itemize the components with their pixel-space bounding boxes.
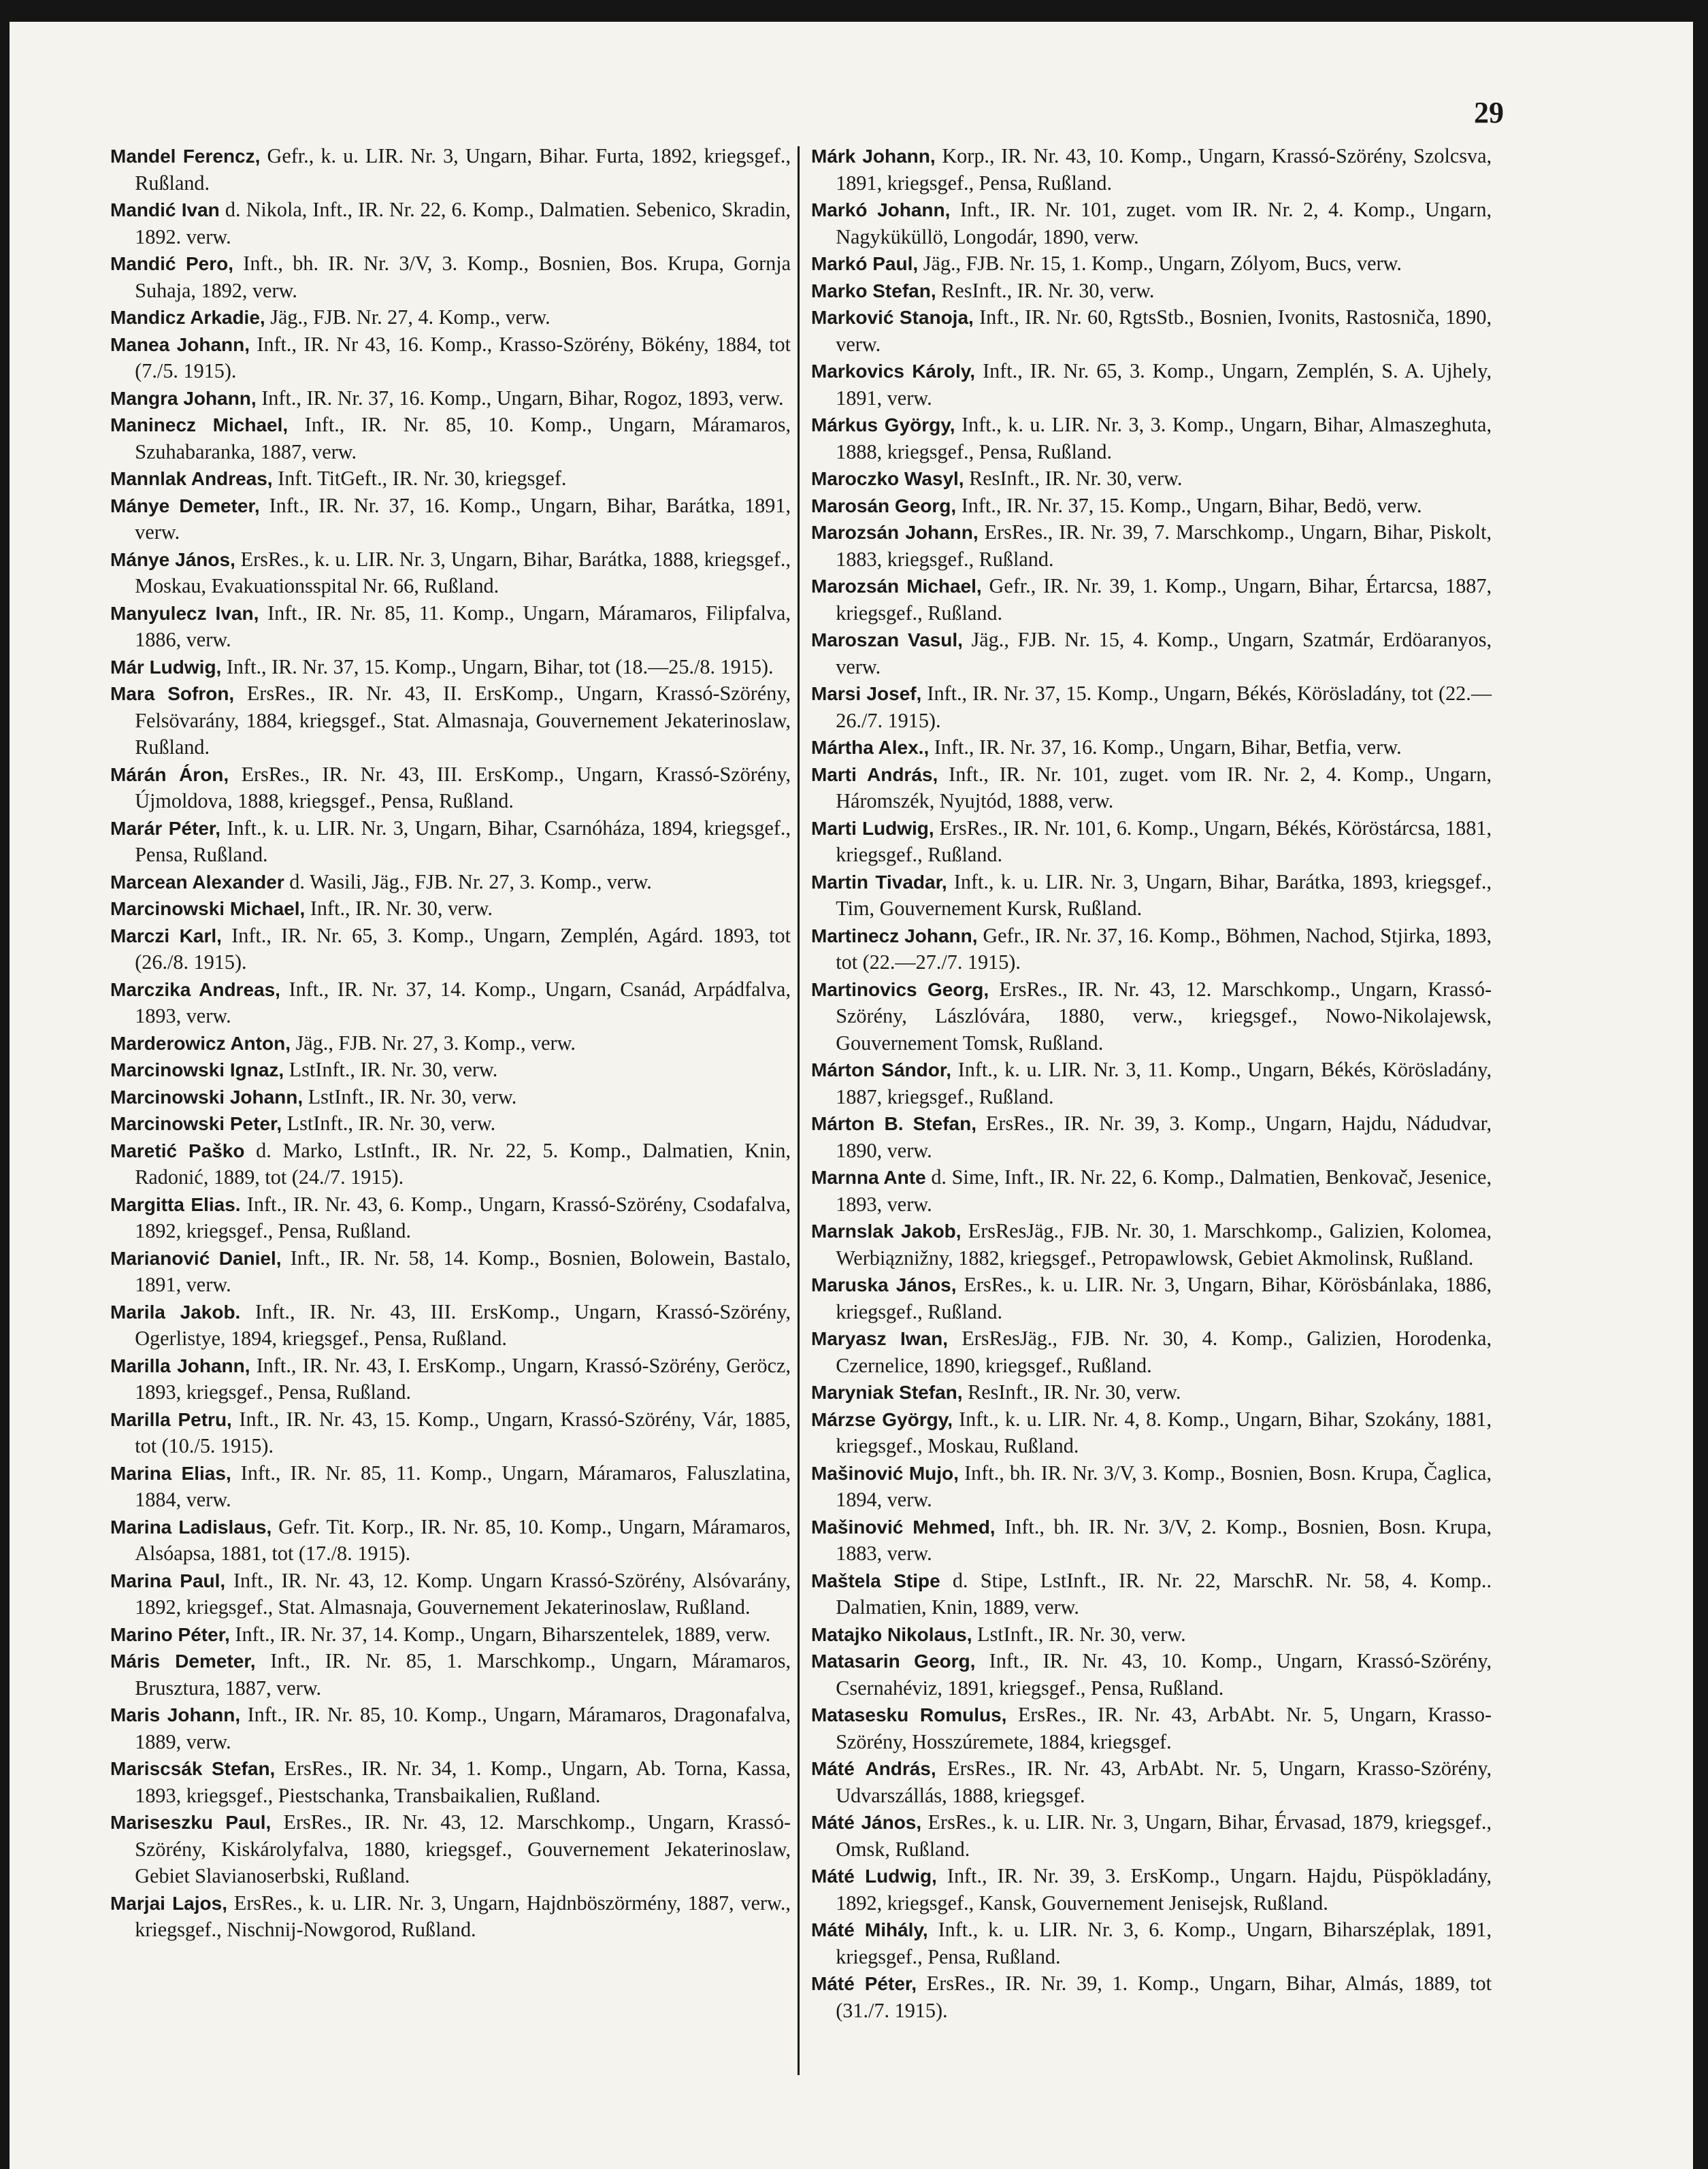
entry-name: Markó Paul, bbox=[811, 253, 919, 274]
entry-details: Jäg., FJB. Nr. 27, 4. Komp., verw. bbox=[270, 305, 551, 329]
register-entry bbox=[811, 869, 1492, 923]
register-entry bbox=[110, 815, 791, 869]
register-entry bbox=[110, 1191, 791, 1245]
entry-name: Márk Johann, bbox=[811, 146, 936, 167]
register-entry bbox=[811, 412, 1492, 465]
entry-name: Marczika Andreas, bbox=[110, 978, 280, 1000]
entry-name: Mártha Alex., bbox=[811, 737, 930, 758]
entry-details: Inft., IR. Nr. 37, 16. Komp., Ungarn, Bihar, Rogoz, 1893, verw. bbox=[261, 386, 784, 410]
register-entry bbox=[110, 600, 791, 654]
register-entry bbox=[110, 385, 791, 412]
right-column bbox=[811, 143, 1492, 2024]
register-entry bbox=[110, 869, 791, 896]
register-entry bbox=[811, 1406, 1492, 1460]
register-entry bbox=[110, 1702, 791, 1755]
register-entry bbox=[811, 358, 1492, 412]
entry-name: Mašinović Mujo, bbox=[811, 1462, 959, 1484]
entry-details: Inft., k. u. LIR. Nr. 3, 6. Komp., Ungarn, Biharszéplak, 1891, kriegsgef., Pensa, Rußland. bbox=[836, 1918, 1492, 1968]
entry-name: Marina Paul, bbox=[110, 1570, 226, 1591]
register-entry bbox=[110, 304, 791, 331]
register-entry bbox=[811, 1755, 1492, 1809]
left-column bbox=[110, 143, 791, 1944]
entry-name: Mara Sofron, bbox=[110, 683, 235, 704]
register-entry bbox=[811, 1272, 1492, 1325]
entry-details: Inft., IR. Nr. 58, 14. Komp., Bosnien, Bolowein, Bastalo, 1891, verw. bbox=[135, 1246, 791, 1296]
entry-name: Marnslak Jakob, bbox=[811, 1221, 962, 1242]
entry-name: Marilla Johann, bbox=[110, 1355, 250, 1376]
entry-details: ErsRes., k. u. LIR. Nr. 3, Ungarn, Bihar, Körösbánlaka, 1886, kriegsgef., Rußland. bbox=[836, 1273, 1492, 1323]
entry-details: ResInft., IR. Nr. 30, verw. bbox=[969, 467, 1183, 490]
entry-name: Marderowicz Anton, bbox=[110, 1032, 291, 1054]
register-entry bbox=[110, 654, 791, 681]
register-entry bbox=[110, 1568, 791, 1621]
entry-details: ErsResJäg., FJB. Nr. 30, 1. Marschkomp., Galizien, Kolomea, Werbiąznižny, 1882, kriegsgef., Petropawlowsk, Gebiet Akmolinsk, Rußland. bbox=[836, 1219, 1492, 1270]
scan-border-left bbox=[0, 0, 10, 2169]
entry-details: Inft., IR. Nr. 37, 15. Komp., Ungarn, Bihar, Bedö, verw. bbox=[961, 493, 1422, 517]
entry-details: Inft., IR. Nr 43, 16. Komp., Krasso-Szörény, Bökény, 1884, tot (7./5. 1915). bbox=[135, 332, 791, 382]
entry-details: Inft., k. u. LIR. Nr. 3, 3. Komp., Ungarn, Bihar, Almaszeghuta, 1888, kriegsgef., Pensa, Rußland. bbox=[836, 413, 1492, 463]
entry-details: ResInft., IR. Nr. 30, verw. bbox=[941, 278, 1155, 302]
register-entry bbox=[811, 1917, 1492, 1970]
entry-details: ErsRes., IR. Nr. 43, 12. Marschkomp., Ungarn, Krassó-Szörény, Lászlóvára, 1880, verw., kriegsgef., Nowo-Nikolajewsk, Gouvernement Tomsk, Rußland. bbox=[836, 977, 1492, 1055]
entry-details: Jäg., FJB. Nr. 15, 4. Komp., Ungarn, Szatmár, Erdöaranyos, verw. bbox=[836, 628, 1492, 678]
entry-name: Marina Ladislaus, bbox=[110, 1516, 272, 1538]
register-entry bbox=[110, 331, 791, 385]
entry-name: Maryasz Iwan, bbox=[811, 1328, 948, 1349]
entry-name: Martinovics Georg, bbox=[811, 978, 989, 1000]
entry-details: Inft., IR. Nr. 101, zuget. vom IR. Nr. 2, 4. Komp., Ungarn, Nagyküküllö, Longodár, 1890, verw. bbox=[836, 198, 1492, 248]
register-entry bbox=[811, 197, 1492, 250]
entry-details: Korp., IR. Nr. 43, 10. Komp., Ungarn, Krassó-Szörény, Szolcsva, 1891, kriegsgef., Pensa, Rußland. bbox=[836, 144, 1492, 195]
entry-details: Inft., IR. Nr. 37, 16. Komp., Ungarn, Bihar, Barátka, 1891, verw. bbox=[135, 493, 791, 544]
register-entry bbox=[110, 143, 791, 197]
entry-name: Maštela Stipe bbox=[811, 1570, 940, 1591]
entry-name: Manyulecz Ivan, bbox=[110, 602, 259, 624]
entry-details: Inft., k. u. LIR. Nr. 3, 11. Komp., Ungarn, Békés, Körösladány, 1887, kriegsgef., Rußland. bbox=[836, 1058, 1492, 1108]
entry-name: Marino Péter, bbox=[110, 1623, 230, 1645]
entry-details: Inft., IR. Nr. 101, zuget. vom IR. Nr. 2, 4. Komp., Ungarn, Háromszék, Nyujtód, 1888, verw. bbox=[836, 762, 1492, 812]
register-entry bbox=[110, 761, 791, 815]
register-entry bbox=[110, 412, 791, 465]
entry-name: Mašinović Mehmed, bbox=[811, 1516, 996, 1538]
register-entry bbox=[811, 1863, 1492, 1917]
entry-details: Inft., IR. Nr. 60, RgtsStb., Bosnien, Ivonits, Rastosniča, 1890, verw. bbox=[836, 305, 1492, 356]
register-entry bbox=[110, 1138, 791, 1191]
entry-name: Marozsán Johann, bbox=[811, 522, 979, 543]
entry-name: Marár Péter, bbox=[110, 817, 221, 839]
entry-details: Gefr. Tit. Korp., IR. Nr. 85, 10. Komp., Ungarn, Máramaros, Alsóapsa, 1881, tot (17./8. 1915). bbox=[135, 1514, 791, 1565]
register-entry bbox=[811, 761, 1492, 815]
register-entry bbox=[811, 250, 1492, 278]
register-entry bbox=[110, 1084, 791, 1111]
entry-name: Marcean Alexander bbox=[110, 871, 284, 893]
register-entry bbox=[110, 250, 791, 304]
register-entry bbox=[110, 1110, 791, 1138]
register-entry bbox=[110, 1890, 791, 1944]
entry-details: Inft., IR. Nr. 39, 3. ErsKomp., Ungarn. Hajdu, Püspökladány, 1892, kriegsgef., Kansk, Gouvernement Jenisejsk, Rußland. bbox=[836, 1864, 1492, 1915]
entry-details: Inft., IR. Nr. 37, 14. Komp., Ungarn, Csanád, Arpádfalva, 1893, verw. bbox=[135, 977, 791, 1027]
entry-name: Máté Mihály, bbox=[811, 1919, 928, 1940]
entry-name: Marcinowski Johann, bbox=[110, 1086, 303, 1108]
entry-name: Márton Sándor, bbox=[811, 1059, 951, 1080]
entry-name: Marczi Karl, bbox=[110, 925, 222, 946]
entry-details: Inft., IR. Nr. 85, 1. Marschkomp., Ungarn, Máramaros, Brusztura, 1887, verw. bbox=[135, 1649, 791, 1700]
entry-name: Máté Péter, bbox=[811, 1973, 917, 1994]
register-entry bbox=[811, 1970, 1492, 2024]
entry-details: ErsRes., IR. Nr. 39, 3. Komp., Ungarn, Hajdu, Nádudvar, 1890, verw. bbox=[836, 1112, 1492, 1162]
entry-name: Maninecz Michael, bbox=[110, 414, 289, 435]
entry-name: Manea Johann, bbox=[110, 333, 250, 355]
entry-details: ErsRes., IR. Nr. 39, 7. Marschkomp., Ungarn, Bihar, Piskolt, 1883, kriegsgef., Rußland. bbox=[836, 520, 1492, 571]
entry-details: d. Marko, LstInft., IR. Nr. 22, 5. Komp., Dalmatien, Knin, Radonić, 1889, tot (24./7. 1915). bbox=[135, 1138, 791, 1189]
register-entry bbox=[811, 815, 1492, 869]
entry-details: Inft., IR. Nr. 37, 14. Komp., Ungarn, Biharszentelek, 1889, verw. bbox=[235, 1622, 771, 1646]
entry-details: ErsRes., IR. Nr. 34, 1. Komp., Ungarn, Ab. Torna, Kassa, 1893, kriegsgef., Piestschanka, Transbaikalien, Rußland. bbox=[135, 1757, 791, 1807]
register-entry bbox=[811, 923, 1492, 976]
entry-details: d. Sime, Inft., IR. Nr. 22, 6. Komp., Dalmatien, Benkovač, Jesenice, 1893, verw. bbox=[836, 1165, 1492, 1216]
entry-details: d. Wasili, Jäg., FJB. Nr. 27, 3. Komp., verw. bbox=[289, 870, 652, 893]
entry-details: ErsRes., k. u. LIR. Nr. 3, Ungarn, Bihar, Érvasad, 1879, kriegsgef., Omsk, Rußland. bbox=[836, 1810, 1492, 1861]
entry-details: ErsRes., IR. Nr. 43, ArbAbt. Nr. 5, Ungarn, Krasso-Szörény, Hosszúremete, 1884, kriegsgef. bbox=[836, 1703, 1492, 1753]
register-entry bbox=[811, 1379, 1492, 1406]
entry-name: Martinecz Johann, bbox=[811, 925, 978, 946]
entry-details: Inft., bh. IR. Nr. 3/V, 2. Komp., Bosnien, Bosn. Krupa, 1883, verw. bbox=[836, 1514, 1492, 1565]
entry-details: d. Nikola, Inft., IR. Nr. 22, 6. Komp., Dalmatien. Sebenico, Skradin, 1892. verw. bbox=[135, 198, 791, 248]
entry-details: Inft., IR. Nr. 37, 15. Komp., Ungarn, Bihar, tot (18.—25./8. 1915). bbox=[226, 655, 774, 678]
entry-name: Mangra Johann, bbox=[110, 387, 257, 409]
entry-details: LstInft., IR. Nr. 30, verw. bbox=[289, 1058, 498, 1081]
register-entry bbox=[110, 1809, 791, 1890]
entry-name: Marko Stefan, bbox=[811, 280, 936, 301]
register-entry bbox=[110, 465, 791, 493]
register-entry bbox=[811, 143, 1492, 197]
register-entry bbox=[811, 1218, 1492, 1272]
entry-name: Már Ludwig, bbox=[110, 656, 222, 678]
entry-details: ErsRes., IR. Nr. 43, ArbAbt. Nr. 5, Ungarn, Krasso-Szörény, Udvarszállás, 1888, kriegsgef. bbox=[836, 1757, 1492, 1807]
entry-name: Matajko Nikolaus, bbox=[811, 1623, 972, 1645]
register-entry bbox=[811, 304, 1492, 358]
entry-name: Marcinowski Peter, bbox=[110, 1113, 282, 1134]
entry-details: Inft. TitGeft., IR. Nr. 30, kriegsgef. bbox=[278, 467, 567, 490]
entry-details: ErsRes., k. u. LIR. Nr. 3, Ungarn, Bihar, Barátka, 1888, kriegsgef., Moskau, Evakuationsspital Nr. 66, Rußland. bbox=[135, 547, 791, 597]
register-entry bbox=[811, 1648, 1492, 1702]
entry-name: Maruska János, bbox=[811, 1274, 957, 1295]
entry-details: ErsRes., IR. Nr. 101, 6. Komp., Ungarn, Békés, Köröstárcsa, 1881, kriegsgef., Rußland. bbox=[836, 816, 1492, 866]
register-entry bbox=[110, 895, 791, 923]
entry-name: Marković Stanoja, bbox=[811, 307, 974, 328]
register-entry bbox=[110, 1755, 791, 1809]
entry-name: Marsi Josef, bbox=[811, 683, 922, 704]
entry-details: Inft., IR. Nr. 37, 16. Komp., Ungarn, Bihar, Betfia, verw. bbox=[934, 735, 1402, 759]
entry-name: Marila Jakob. bbox=[110, 1301, 241, 1323]
register-entry bbox=[811, 976, 1492, 1057]
entry-name: Marjai Lajos, bbox=[110, 1892, 227, 1914]
entry-details: Inft., IR. Nr. 43, 6. Komp., Ungarn, Krassó-Szörény, Csodafalva, 1892, kriegsgef., Pensa, Rußland. bbox=[135, 1192, 791, 1242]
entry-details: Inft., IR. Nr. 85, 11. Komp., Ungarn, Máramaros, Faluszlatina, 1884, verw. bbox=[135, 1461, 791, 1511]
register-entry bbox=[811, 573, 1492, 627]
register-entry bbox=[811, 465, 1492, 493]
entry-name: Márán Áron, bbox=[110, 763, 229, 785]
entry-name: Máté János, bbox=[811, 1812, 922, 1833]
entry-name: Marosán Georg, bbox=[811, 495, 957, 516]
register-entry bbox=[110, 546, 791, 600]
entry-name: Maryniak Stefan, bbox=[811, 1382, 963, 1403]
entry-details: Inft., bh. IR. Nr. 3/V, 3. Komp., Bosnien, Bosn. Krupa, Čaglica, 1894, verw. bbox=[836, 1461, 1492, 1511]
entry-name: Marti András, bbox=[811, 763, 938, 785]
entry-name: Matasesku Romulus, bbox=[811, 1704, 1007, 1725]
register-entry bbox=[110, 1514, 791, 1568]
entry-details: d. Stipe, LstInft., IR. Nr. 22, MarschR. Nr. 58, 4. Komp.. Dalmatien, Knin, 1889, verw. bbox=[836, 1568, 1492, 1619]
entry-details: Inft., IR. Nr. 43, 12. Komp. Ungarn Krassó-Szörény, Alsóvarány, 1892, kriegsgef., Stat. Almasnaja, Gouvernement Jekaterinoslaw, Rußland. bbox=[135, 1568, 791, 1619]
register-entry bbox=[811, 1702, 1492, 1755]
register-entry bbox=[811, 278, 1492, 305]
register-entry bbox=[110, 493, 791, 546]
entry-details: ResInft., IR. Nr. 30, verw. bbox=[968, 1380, 1181, 1404]
register-entry bbox=[110, 1299, 791, 1353]
entry-name: Mandić Pero, bbox=[110, 253, 233, 274]
entry-name: Mariseszku Paul, bbox=[110, 1812, 272, 1833]
entry-details: Inft., bh. IR. Nr. 3/V, 3. Komp., Bosnien, Bos. Krupa, Gornja Suhaja, 1892, verw. bbox=[135, 252, 791, 302]
page-number: 29 bbox=[1474, 96, 1504, 129]
entry-name: Márzse György, bbox=[811, 1408, 953, 1430]
entry-details: Inft., IR. Nr. 65, 3. Komp., Ungarn, Zemplén, Agárd. 1893, tot (26./8. 1915). bbox=[135, 923, 791, 974]
scan-border-top bbox=[0, 0, 1708, 22]
register-entry bbox=[811, 1809, 1492, 1863]
entry-name: Marozsán Michael, bbox=[811, 576, 982, 597]
register-entry bbox=[110, 1460, 791, 1514]
entry-name: Markovics Károly, bbox=[811, 361, 976, 382]
entry-details: Inft., IR. Nr. 85, 10. Komp., Ungarn, Máramaros, Dragonafalva, 1889, verw. bbox=[135, 1703, 791, 1753]
entry-name: Martin Tivadar, bbox=[811, 871, 947, 893]
register-entry bbox=[110, 976, 791, 1030]
register-entry bbox=[811, 1460, 1492, 1514]
register-entry bbox=[811, 1110, 1492, 1164]
entry-details: Jäg., FJB. Nr. 15, 1. Komp., Ungarn, Zólyom, Bucs, verw. bbox=[923, 252, 1402, 275]
entry-name: Marina Elias, bbox=[110, 1462, 231, 1484]
entry-details: Inft., IR. Nr. 43, III. ErsKomp., Ungarn, Krassó-Szörény, Ogerlistye, 1894, kriegsgef., Pensa, Rußland. bbox=[135, 1299, 791, 1350]
entry-name: Marcinowski Ignaz, bbox=[110, 1059, 284, 1080]
entry-details: ErsRes., IR. Nr. 39, 1. Komp., Ungarn, Bihar, Almás, 1889, tot (31./7. 1915). bbox=[836, 1972, 1492, 2022]
entry-name: Marilla Petru, bbox=[110, 1408, 232, 1430]
entry-details: Inft., IR. Nr. 30, verw. bbox=[310, 897, 493, 920]
register-entry bbox=[811, 627, 1492, 680]
register-entry bbox=[811, 1164, 1492, 1218]
register-entry bbox=[811, 1514, 1492, 1568]
entry-name: Marianović Daniel, bbox=[110, 1247, 282, 1269]
register-entry bbox=[110, 1406, 791, 1460]
entry-name: Mandić Ivan bbox=[110, 199, 220, 220]
entry-name: Marti Ludwig, bbox=[811, 817, 934, 839]
register-entry bbox=[110, 923, 791, 976]
entry-details: ErsResJäg., FJB. Nr. 30, 4. Komp., Galizien, Horodenka, Czernelice, 1890, kriegsgef., Rußland. bbox=[836, 1327, 1492, 1377]
entry-name: Maroszan Vasul, bbox=[811, 629, 963, 650]
register-entry bbox=[110, 1245, 791, 1299]
entry-name: Márton B. Stefan, bbox=[811, 1113, 976, 1134]
register-entry bbox=[811, 680, 1492, 734]
entry-name: Marcinowski Michael, bbox=[110, 898, 306, 919]
register-entry bbox=[110, 1621, 791, 1649]
entry-name: Markó Johann, bbox=[811, 199, 951, 220]
entry-details: Inft., IR. Nr. 43, I. ErsKomp., Ungarn, Krassó-Szörény, Geröcz, 1893, kriegsgef., Pensa, Rußland. bbox=[135, 1353, 791, 1404]
entry-name: Maroczko Wasyl, bbox=[811, 468, 964, 489]
entry-details: LstInft., IR. Nr. 30, verw. bbox=[286, 1112, 496, 1135]
entry-details: Gefr., IR. Nr. 39, 1. Komp., Ungarn, Bihar, Értarcsa, 1887, kriegsgef., Rußland. bbox=[836, 574, 1492, 625]
entry-details: LstInft., IR. Nr. 30, verw. bbox=[308, 1084, 517, 1108]
entry-details: Inft., IR. Nr. 85, 11. Komp., Ungarn, Máramaros, Filipfalva, 1886, verw. bbox=[135, 601, 791, 651]
entry-details: ErsRes., IR. Nr. 43, 12. Marschkomp., Ungarn, Krassó-Szörény, Kiskárolyfalva, 1880, kriegsgef., Gouvernement Jekaterinoslaw, Gebiet Slavianoserbski, Rußland. bbox=[135, 1810, 791, 1887]
register-entry bbox=[811, 1325, 1492, 1379]
register-entry bbox=[110, 1030, 791, 1057]
entry-name: Máté András, bbox=[811, 1758, 936, 1779]
entry-name: Maretić Paško bbox=[110, 1140, 245, 1161]
entry-name: Mánye Demeter, bbox=[110, 495, 260, 516]
register-entry bbox=[811, 1568, 1492, 1621]
entry-name: Matasarin Georg, bbox=[811, 1651, 976, 1672]
entry-name: Mannlak Andreas, bbox=[110, 468, 273, 489]
scan-border-right bbox=[1693, 0, 1708, 2169]
column-divider bbox=[798, 146, 800, 2075]
entry-details: Inft., k. u. LIR. Nr. 3, Ungarn, Bihar, Barátka, 1893, kriegsgef., Tim, Gouvernement Kursk, Rußland. bbox=[836, 870, 1492, 920]
register-entry bbox=[811, 1057, 1492, 1110]
register-entry bbox=[110, 1057, 791, 1084]
entry-details: Inft., IR. Nr. 43, 10. Komp., Ungarn, Krassó-Szörény, Csernahéviz, 1891, kriegsgef., Pensa, Rußland. bbox=[836, 1649, 1492, 1700]
entry-details: ErsRes., k. u. LIR. Nr. 3, Ungarn, Hajdnböszörmény, 1887, verw., kriegsgef., Nischnij-Nowgorod, Rußland. bbox=[135, 1891, 791, 1941]
entry-name: Mandicz Arkadie, bbox=[110, 307, 265, 328]
entry-details: LstInft., IR. Nr. 30, verw. bbox=[977, 1622, 1186, 1646]
entry-details: Inft., IR. Nr. 85, 10. Komp., Ungarn, Máramaros, Szuhabaranka, 1887, verw. bbox=[135, 413, 791, 463]
entry-details: Inft., IR. Nr. 37, 15. Komp., Ungarn, Békés, Körösladány, tot (22.—26./7. 1915). bbox=[836, 682, 1492, 732]
entry-details: Jäg., FJB. Nr. 27, 3. Komp., verw. bbox=[295, 1031, 576, 1055]
entry-details: Inft., k. u. LIR. Nr. 3, Ungarn, Bihar, Csarnóháza, 1894, kriegsgef., Pensa, Rußland. bbox=[135, 816, 791, 866]
register-entry bbox=[811, 493, 1492, 520]
entry-name: Máté Ludwig, bbox=[811, 1866, 937, 1887]
entry-name: Margitta Elias. bbox=[110, 1193, 241, 1215]
entry-details: Inft., k. u. LIR. Nr. 4, 8. Komp., Ungarn, Bihar, Szokány, 1881, kriegsgef., Moskau, Rußland. bbox=[836, 1407, 1492, 1457]
register-entry bbox=[110, 197, 791, 250]
register-entry bbox=[811, 734, 1492, 761]
entry-name: Marnna Ante bbox=[811, 1167, 926, 1188]
register-entry bbox=[110, 680, 791, 761]
entry-name: Mariscsák Stefan, bbox=[110, 1758, 276, 1779]
entry-details: Gefr., IR. Nr. 37, 16. Komp., Böhmen, Nachod, Stjirka, 1893, tot (22.—27./7. 1915). bbox=[836, 923, 1492, 974]
entry-name: Maris Johann, bbox=[110, 1704, 241, 1725]
entry-details: Inft., IR. Nr. 65, 3. Komp., Ungarn, Zemplén, S. A. Ujhely, 1891, verw. bbox=[836, 359, 1492, 410]
entry-details: ErsRes., IR. Nr. 43, II. ErsKomp., Ungarn, Krassó-Szörény, Felsövarány, 1884, kriegsgef., Stat. Almasnaja, Gouvernement Jekaterinoslaw, Rußland. bbox=[135, 682, 791, 759]
register-entry bbox=[110, 1648, 791, 1702]
entry-name: Mandel Ferencz, bbox=[110, 146, 261, 167]
entry-details: Gefr., k. u. LIR. Nr. 3, Ungarn, Bihar. Furta, 1892, kriegsgef., Rußland. bbox=[135, 144, 791, 195]
register-entry bbox=[811, 519, 1492, 573]
register-entry bbox=[811, 1621, 1492, 1649]
entry-name: Mánye János, bbox=[110, 548, 235, 570]
entry-details: ErsRes., IR. Nr. 43, III. ErsKomp., Ungarn, Krassó-Szörény, Újmoldova, 1888, kriegsgef., Pensa, Rußland. bbox=[135, 762, 791, 812]
register-entry bbox=[110, 1353, 791, 1406]
entry-name: Máris Demeter, bbox=[110, 1651, 256, 1672]
entry-name: Márkus György, bbox=[811, 414, 955, 435]
entry-details: Inft., IR. Nr. 43, 15. Komp., Ungarn, Krassó-Szörény, Vár, 1885, tot (10./5. 1915). bbox=[135, 1407, 791, 1457]
